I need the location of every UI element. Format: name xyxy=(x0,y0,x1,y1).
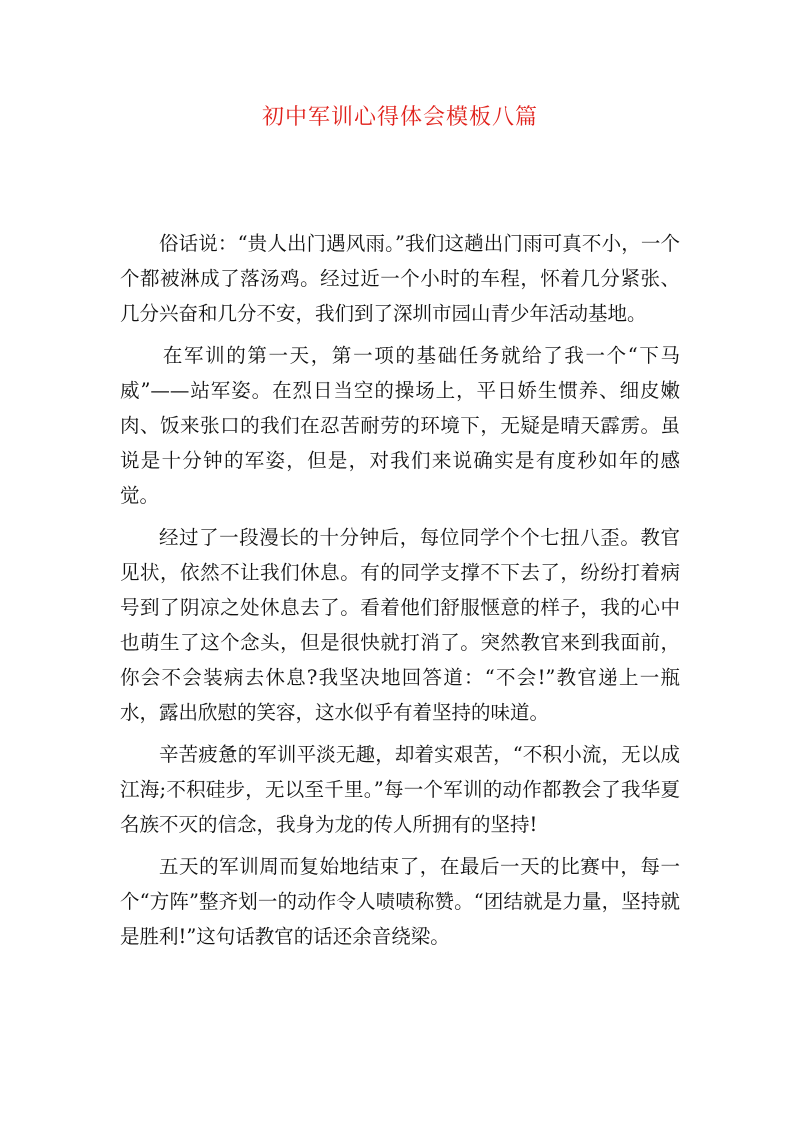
paragraph-1: 俗话说：“贵人出门遇风雨。”我们这趟出门雨可真不小，一个个都被淋成了落汤鸡。经过近一个小时的车程，怀着几分紧张、几分兴奋和几分不安，我们到了深圳市园山青少年活动基地。 xyxy=(120,232,680,325)
paragraph-5: 五天的军训周而复始地结束了，在最后一天的比赛中，每一个“方阵”整齐划一的动作令人啧啧称赞。“团结就是力量，坚持就是胜利!”这句话教官的话还余音绕梁。 xyxy=(120,855,680,948)
paragraph-2: 在军训的第一天，第一项的基础任务就给了我一个“下马威”——站军姿。在烈日当空的操场上，平日娇生惯养、细皮嫩肉、饭来张口的我们在忍苦耐劳的环境下，无疑是晴天霹雳。虽说是十分钟的军姿，但是，对我们来说确实是有度秒如年的感觉。 xyxy=(120,344,680,507)
paragraph-3: 经过了一段漫长的十分钟后，每位同学个个七扭八歪。教官见状，依然不让我们休息。有的同学支撑不下去了，纷纷打着病号到了阴凉之处休息去了。看着他们舒服惬意的样子，我的心中也萌生了这个念头，但是很快就打消了。突然教官来到我面前，你会不会装病去休息?我坚决地回答道：“不会!”教官递上一瓶水，露出欣慰的笑容，这水似乎有着坚持的味道。 xyxy=(120,526,680,724)
document-title: 初中军训心得体会模板八篇 xyxy=(261,105,538,130)
document-body xyxy=(120,226,680,961)
paragraph-4: 辛苦疲惫的军训平淡无趣，却着实艰苦，“不积小流，无以成江海;不积硅步，无以至千里。”每一个军训的动作都教会了我华夏名族不灭的信念，我身为龙的传人所拥有的坚持! xyxy=(120,743,680,836)
